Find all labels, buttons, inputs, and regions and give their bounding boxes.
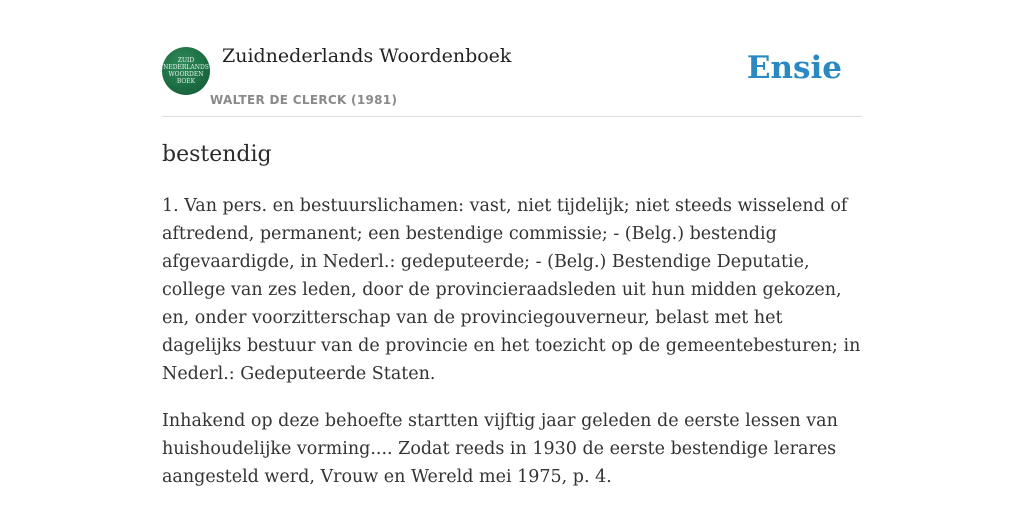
dictionary-logo [162,47,210,95]
entry-example: Inhakend op deze behoefte startten vijftig jaar geleden de eerste lessen van huishoudelijke vorming.... Zodat reeds in 1930 de eerste bestendige lerares aangesteld werd, Vrouw en Wereld mei 1975, p. 4. [162,411,838,487]
ensie-brand-link[interactable]: Ensie [746,50,842,86]
logo-text-line: WOORDEN [168,71,204,78]
logo-text-line: BOEK [176,78,196,85]
dictionary-author: WALTER DE CLERCK (1981) [210,93,398,107]
entry-content [162,136,862,491]
entry-headword: bestendig [162,142,272,167]
entry-definition: 1. Van pers. en bestuurslichamen: vast, niet tijdelijk; niet steeds wisselend of aftredend, permanent; een bestendige commissie; - (Belg.) bestendig afgevaardigde, in Nederl.: gedeputeerde; - (Belg.) Bestendige Deputatie, college van zes leden, door de provincieraadsleden uit hun midden gekozen, en, onder voorzitterschap van de provinciegouverneur, belast met het dagelijks bestuur van de provincie en het toezicht op de gemeentebesturen; in Nederl.: Gedeputeerde Staten. [162,196,861,384]
dictionary-title[interactable]: Zuidnederlands Woordenboek [222,45,512,67]
logo-text-line: NEDERLANDS [163,64,209,71]
logo-text-line: ZUID [177,57,195,64]
source-header [162,0,862,117]
